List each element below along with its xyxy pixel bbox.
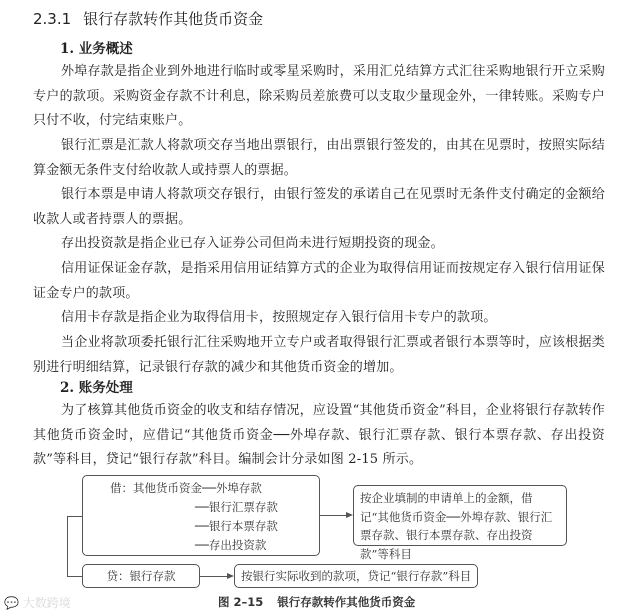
watermark bbox=[4, 594, 71, 611]
debit-label: 借：其他货币资金 bbox=[110, 481, 202, 495]
paragraph-credit-card-deposit: 信用卡存款是指企业为取得信用卡，按照规定存入银行信用卡专户的款项。 bbox=[61, 310, 497, 325]
credit-arrow-line bbox=[200, 576, 228, 577]
credit-box: 贷：银行存款 bbox=[82, 564, 200, 588]
arrow-right-icon bbox=[346, 512, 353, 518]
overview-heading: 1. 业务概述 bbox=[60, 41, 133, 57]
watermark-text: 大数跨境 bbox=[22, 596, 71, 610]
debit-arrow-line bbox=[320, 515, 347, 516]
arrow-right-icon bbox=[227, 573, 234, 579]
section-number: 2.3.1 bbox=[33, 10, 72, 28]
section-title bbox=[33, 8, 263, 29]
watermark-logo-icon: 💬 bbox=[4, 596, 19, 610]
accounting-heading: 2. 账务处理 bbox=[60, 380, 133, 396]
debit-box bbox=[82, 475, 320, 556]
bracket-vertical bbox=[67, 516, 68, 577]
debit-item: ──银行汇票存款 bbox=[195, 500, 278, 514]
credit-note-box: 按银行实际收到的款项，贷记“银行存款”科目 bbox=[234, 564, 478, 588]
figure-caption bbox=[218, 594, 415, 610]
bracket-bottom bbox=[67, 576, 82, 577]
bracket-top bbox=[67, 516, 82, 517]
paragraph-cashier-cheque: 银行本票是申请人将款项交存银行，由银行签发的承诺自己在见票时无条件支付确定的金额给收款人或者持票人的票据。 bbox=[33, 187, 605, 227]
section-title-text: 银行存款转作其他货币资金 bbox=[83, 10, 264, 28]
figure-title: 银行存款转作其他货币资金 bbox=[277, 595, 416, 609]
debit-note-box: 按企业填制的申请单上的金额，借记“其他货币资金──外埠存款、银行汇票存款、银行本票存款、存出投资款”等科目 bbox=[353, 485, 567, 546]
figure-number: 图 2–15 bbox=[218, 595, 264, 609]
paragraph-accounting: 为了核算其他货币资金的收支和结存情况，应设置“其他货币资金”科目，企业将银行存款转作其他货币资金时，应借记“其他货币资金──外埠存款、银行汇票存款、银行本票存款、存出投资款”等科目，贷记“银行存款”科目。编制会计分录如图 2-15 所示。 bbox=[33, 403, 605, 468]
debit-item: ──银行本票存款 bbox=[195, 519, 278, 533]
paragraph-bank-draft: 银行汇票是汇款人将款项交存当地出票银行，由出票银行签发的，由其在见票时，按照实际结算金额无条件支付给收款人或持票人的票据。 bbox=[33, 138, 605, 178]
paragraph-recording-note: 当企业将款项委托银行汇往采购地开立专户或者取得银行汇票或者银行本票等时，应该根据类别进行明细结算，记录银行存款的减少和其他货币资金的增加。 bbox=[33, 335, 605, 375]
debit-item: ──存出投资款 bbox=[195, 538, 267, 552]
debit-item: ──外埠存款 bbox=[202, 481, 262, 495]
paragraph-lc-deposit: 信用证保证金存款，是指采用信用证结算方式的企业为取得信用证而按规定存入银行信用证保证金专户的款项。 bbox=[33, 261, 605, 301]
paragraph-investment-deposit: 存出投资款是指企业已存入证券公司但尚未进行短期投资的现金。 bbox=[61, 236, 444, 251]
paragraph-outport-deposit: 外埠存款是指企业到外地进行临时或零星采购时，采用汇兑结算方式汇往采购地银行开立采购专户的款项。采购资金存款不计利息，除采购员差旅费可以支取少量现金外，一律转账。采购专户只付不收，付完结束账户。 bbox=[33, 64, 605, 129]
